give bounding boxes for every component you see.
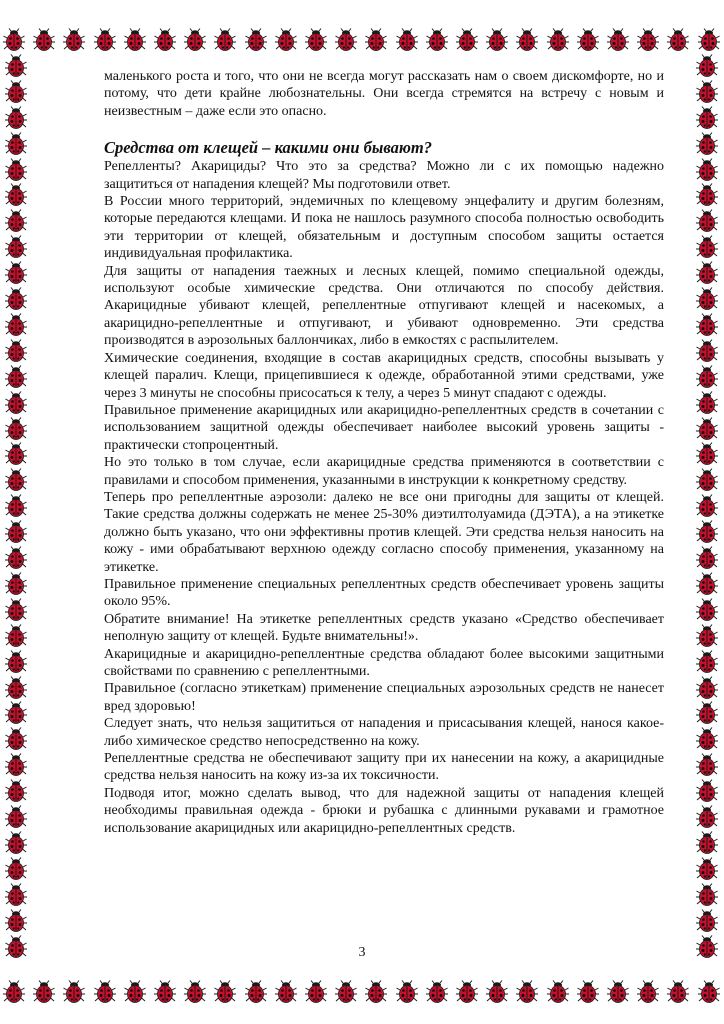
- ladybug-icon: [4, 209, 28, 233]
- ladybug-icon: [395, 28, 419, 52]
- paragraph: Но это только в том случае, если акарицидные средства применяются в соответствии с правилами и способом применения, указанными в инструкции к конкретному средству.: [104, 455, 664, 488]
- ladybug-icon: [4, 158, 28, 182]
- paragraph: Обратите внимание! На этикетке репеллентных средств указано «Средство обеспечивает неполную защиту от клещей. Будьте внимательны!».: [104, 611, 664, 645]
- ladybug-icon: [606, 980, 630, 1004]
- ladybug-icon: [695, 650, 719, 674]
- ladybug-icon: [695, 287, 719, 311]
- ladybug-icon: [695, 494, 719, 518]
- ladybug-icon: [244, 28, 268, 52]
- ladybug-icon: [4, 805, 28, 829]
- ladybug-icon: [364, 980, 388, 1004]
- ladybug-icon: [4, 417, 28, 441]
- ladybug-icon: [695, 417, 719, 441]
- ladybug-icon: [606, 28, 630, 52]
- ladybug-icon: [695, 779, 719, 803]
- ladybug-icon: [695, 883, 719, 907]
- ladybug-icon: [244, 980, 268, 1004]
- ladybug-icon: [695, 598, 719, 622]
- ladybug-icon: [695, 80, 719, 104]
- ladybug-icon: [695, 209, 719, 233]
- paragraph: Для защиты от нападения таежных и лесных клещей, помимо специальной одежды, используют особые химические средства. Они отличаются по способу действия. Акарицидные убивают клещей, репеллентные отпугивают клещей и насекомых, а акарицидно-репеллентные и отпугивают, и убивают одновременно. Эти средства производятся в аэрозольных баллончиках, либо в емкостях с распылителем.: [104, 263, 664, 349]
- ladybug-icon: [274, 28, 298, 52]
- ladybug-icon: [304, 28, 328, 52]
- ladybug-icon: [695, 106, 719, 130]
- ladybug-icon: [62, 28, 86, 52]
- ladybug-icon: [697, 980, 721, 1004]
- paragraph: Правильное (согласно этикеткам) применение специальных аэрозольных средств не нанесет вред здоровью!: [104, 681, 664, 714]
- ladybug-icon: [4, 106, 28, 130]
- ladybug-icon: [4, 235, 28, 259]
- ladybug-icon: [455, 980, 479, 1004]
- ladybug-icon: [4, 779, 28, 803]
- ladybug-icon: [4, 261, 28, 285]
- ladybug-icon: [695, 909, 719, 933]
- ladybug-icon: [4, 520, 28, 544]
- paragraph: Правильное применение специальных репеллентных средств обеспечивает уровень защиты около 95%.: [104, 576, 664, 610]
- ladybug-icon: [4, 546, 28, 570]
- ladybug-icon: [485, 980, 509, 1004]
- ladybug-icon: [425, 980, 449, 1004]
- ladybug-icon: [4, 365, 28, 389]
- ladybug-icon: [4, 313, 28, 337]
- ladybug-icon: [695, 183, 719, 207]
- ladybug-icon: [153, 28, 177, 52]
- ladybug-icon: [4, 183, 28, 207]
- ladybug-icon: [2, 980, 26, 1004]
- ladybug-icon: [695, 261, 719, 285]
- paragraph: Репеллентные средства не обеспечивают защиту при их нанесении на кожу, а акарицидные средства нельзя наносить на кожу из-за их токсичности.: [104, 751, 664, 784]
- ladybug-icon: [4, 468, 28, 492]
- ladybug-icon: [32, 28, 56, 52]
- paragraph: Подводя итог, можно сделать вывод, что для надежной защиты от нападения клещей необходимы правильная одежда - брюки и рубашка с длинными рукавами и грамотное использование акарицидных или акарицидно-репеллентных средств.: [104, 785, 664, 836]
- intro-continuation: маленького роста и того, что они не всегда могут рассказать нам о своем дискомфорте, но и потому, что дети крайне любознательны. Они всегда стремятся на встречу с новым и неизвестным – даже если это опасно.: [104, 69, 664, 119]
- ladybug-icon: [153, 980, 177, 1004]
- ladybug-icon: [695, 235, 719, 259]
- ladybug-icon: [4, 572, 28, 596]
- ladybug-icon: [4, 287, 28, 311]
- ladybug-icon: [4, 132, 28, 156]
- ladybug-icon: [334, 980, 358, 1004]
- ladybug-icon: [515, 28, 539, 52]
- ladybug-icon: [4, 753, 28, 777]
- ladybug-icon: [695, 54, 719, 78]
- ladybug-icon: [4, 442, 28, 466]
- ladybug-icon: [695, 339, 719, 363]
- ladybug-icon: [4, 598, 28, 622]
- paragraph: В России много территорий, эндемичных по клещевому энцефалиту и другим болезням, которые передаются клещами. И пока не нашлось разумного способа полностью освободить эти территории от клещей, обязательным и доступным способом защиты остается индивидуальная профилактика.: [104, 194, 664, 262]
- ladybug-icon: [697, 28, 721, 52]
- ladybug-icon: [213, 28, 237, 52]
- document-body: [104, 68, 664, 837]
- ladybug-icon: [4, 831, 28, 855]
- paragraph: Репелленты? Акарициды? Что это за средства? Можно ли с их помощью надежно защититься от нападения клещей? Мы подготовили ответ.: [104, 159, 664, 192]
- section-heading: Средства от клещей – какими они бывают?: [104, 138, 432, 158]
- ladybug-icon: [4, 727, 28, 751]
- ladybug-icon: [485, 28, 509, 52]
- ladybug-icon: [4, 624, 28, 648]
- ladybug-icon: [213, 980, 237, 1004]
- ladybug-icon: [4, 339, 28, 363]
- page-number: 3: [358, 945, 366, 960]
- paragraph: Химические соединения, входящие в состав акарицидных средств, способны вызывать у клещей паралич. Клещи, прицепившиеся к одежде, обработанной этими средствами, уже через 3 минуты не способны присосаться к телу, а через 5 минут спадают с одежды.: [104, 350, 664, 401]
- ladybug-icon: [576, 980, 600, 1004]
- ladybug-icon: [4, 54, 28, 78]
- ladybug-icon: [395, 980, 419, 1004]
- ladybug-icon: [695, 701, 719, 725]
- paragraph: Теперь про репеллентные аэрозоли: далеко не все они пригодны для защиты от клещей. Такие средства должны содержать не менее 25-30% диэтилтолуамида (ДЭТА), а на этикетке должно быть указано, что они эффективны против клещей. Эти средства нельзя наносить на кожу - ими обрабатывают верхнюю одежду согласно способу применения, указанному на этикетке.: [104, 489, 664, 575]
- ladybug-icon: [4, 650, 28, 674]
- ladybug-icon: [515, 980, 539, 1004]
- ladybug-icon: [4, 391, 28, 415]
- ladybug-icon: [695, 520, 719, 544]
- ladybug-icon: [695, 313, 719, 337]
- ladybug-icon: [695, 624, 719, 648]
- ladybug-icon: [4, 909, 28, 933]
- ladybug-icon: [364, 28, 388, 52]
- ladybug-icon: [4, 857, 28, 881]
- ladybug-icon: [695, 857, 719, 881]
- ladybug-icon: [123, 980, 147, 1004]
- ladybug-icon: [666, 980, 690, 1004]
- ladybug-icon: [4, 80, 28, 104]
- ladybug-icon: [455, 28, 479, 52]
- ladybug-icon: [695, 546, 719, 570]
- ladybug-icon: [93, 980, 117, 1004]
- ladybug-icon: [123, 28, 147, 52]
- ladybug-icon: [32, 980, 56, 1004]
- paragraph: Правильное применение акарицидных или акарицидно-репеллентных средств в сочетании с использованием защитной одежды обеспечивает наиболее высокий уровень защиты - практически стопроцентный.: [104, 402, 664, 453]
- ladybug-icon: [183, 28, 207, 52]
- ladybug-icon: [695, 158, 719, 182]
- ladybug-icon: [636, 980, 660, 1004]
- ladybug-icon: [695, 132, 719, 156]
- ladybug-icon: [695, 753, 719, 777]
- ladybug-icon: [695, 572, 719, 596]
- ladybug-icon: [576, 28, 600, 52]
- ladybug-icon: [274, 980, 298, 1004]
- ladybug-icon: [695, 727, 719, 751]
- paragraph: Акарицидные и акарицидно-репеллентные средства обладают более высокими защитными свойствами по сравнению с репеллентными.: [104, 646, 664, 679]
- ladybug-icon: [2, 28, 26, 52]
- ladybug-icon: [666, 28, 690, 52]
- ladybug-icon: [304, 980, 328, 1004]
- ladybug-icon: [695, 442, 719, 466]
- ladybug-icon: [4, 676, 28, 700]
- ladybug-icon: [183, 980, 207, 1004]
- ladybug-icon: [425, 28, 449, 52]
- paragraph: Следует знать, что нельзя защититься от нападения и присасывания клещей, нанося какое-либо химическое средство непосредственно на кожу.: [104, 716, 664, 749]
- ladybug-icon: [4, 701, 28, 725]
- ladybug-icon: [62, 980, 86, 1004]
- ladybug-icon: [695, 676, 719, 700]
- ladybug-icon: [695, 468, 719, 492]
- ladybug-icon: [93, 28, 117, 52]
- ladybug-icon: [546, 980, 570, 1004]
- ladybug-icon: [4, 883, 28, 907]
- ladybug-icon: [4, 494, 28, 518]
- ladybug-icon: [695, 805, 719, 829]
- ladybug-icon: [695, 365, 719, 389]
- ladybug-icon: [695, 831, 719, 855]
- ladybug-icon: [636, 28, 660, 52]
- ladybug-icon: [334, 28, 358, 52]
- ladybug-icon: [695, 391, 719, 415]
- ladybug-icon: [546, 28, 570, 52]
